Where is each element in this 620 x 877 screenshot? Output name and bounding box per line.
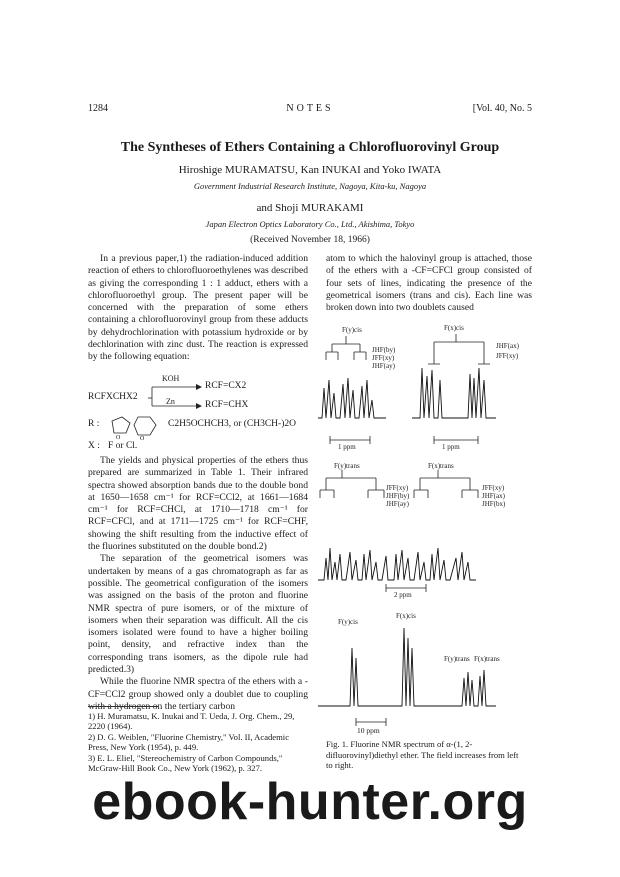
label-fx-trans-2: F(x)trans [474, 655, 500, 663]
label-fx-cis-2: F(x)cis [396, 612, 416, 620]
label-jff-xy-3: JFF(xy) [386, 484, 409, 492]
paragraph-2: The yields and physical properties of the ethers thus prepared are summarized in Table 1. Their infrared spectra showed absorption bands due to the double bond at 1650—1658 cm⁻¹ for RCF=CCl2, at 1661—1684 cm⁻¹ for RCF=CHCl, at 1710—1718 cm⁻¹ for RCF=CFCl, and at 1711—1725 cm⁻¹ for RCF=CHF, showing the shift resulting from the inductive effect of the fluorines substituted on the double bond.2) [88, 455, 308, 553]
svg-text:O: O [116, 435, 121, 441]
reference-1: 1) H. Muramatsu, K. Inukai and T. Ueda, J. Org. Chem., 29, 2220 (1964). [88, 711, 295, 732]
label-jhf-ay-2: JHF(ay) [386, 500, 409, 508]
reference-3: 3) E. L. Eliel, "Stereochemistry of Carbon Compounds," McGraw-Hill Book Co., New York (1962), p. 327. [88, 752, 283, 774]
x-text: F or Cl. [108, 441, 138, 451]
figure-caption: Fig. 1. Fluorine NMR spectrum of α-(1, 2-difluorovinyl)diethyl ether. The field increases from left to right. [326, 739, 519, 771]
label-jhf-bx: JHF(bx) [482, 500, 506, 508]
r-text: C2H5OCHCH3, or (CH3CH-)2O [168, 419, 296, 429]
x-label: X : [88, 441, 100, 451]
right-column [326, 253, 532, 314]
label-fy-cis: F(y)cis [342, 326, 362, 334]
label-jhf-by: JHF(by) [372, 346, 396, 354]
left-column-2 [88, 455, 308, 713]
received-date: (Received November 18, 1966) [250, 235, 370, 245]
label-jhf-by-2: JHF(by) [386, 492, 410, 500]
eq-product-1: RCF=CX2 [205, 381, 247, 391]
label-jff-xy-2: JFF(xy) [496, 352, 519, 360]
paper-title: The Syntheses of Ethers Containing a Chlorofluorovinyl Group [120, 140, 500, 155]
right-paragraph-1: atom to which the halovinyl group is attached, those of the ethers with a -CF=CFCl group consisted of four sets of lines, indicating the presence of the geometrical isomers (trans and cis). Each line was broken down into two doublets caused [326, 253, 532, 314]
label-jhf-ay: JHF(ay) [372, 362, 395, 370]
author-list: Hiroshige MURAMATSU, Kan INUKAI and Yoko IWATA [178, 164, 442, 176]
nmr-figure [316, 318, 540, 728]
affiliation-1: Government Industrial Research Institute, Nagoya, Kita-ku, Nagoya [193, 181, 427, 191]
paragraph-1: In a previous paper,1) the radiation-induced addition reaction of ethers to chlorofluoroethylenes was described as giving the corresponding 1 : 1 adduct, ethers with a chlorofluoroethyl group. The present paper will be concerned with the preparation of some ethers containing a chlorofluorovinyl group from these adducts by dehydrochlorination with potassium hydroxide or by dechlorination with zinc dust. The reaction is expressed by the following equation: [88, 253, 308, 363]
affiliation-2: Japan Electron Optics Laboratory Co., Ltd., Akishima, Tokyo [205, 219, 415, 229]
r-label: R : [88, 419, 100, 429]
label-jff-xy-4: JFF(xy) [482, 484, 505, 492]
scale-3: 10 ppm [357, 726, 380, 735]
label-fx-cis: F(x)cis [444, 324, 464, 332]
dioxane-structures [108, 413, 164, 443]
author-list-2: and Shoji MURAKAMI [256, 202, 364, 214]
scale-1b: 1 ppm [442, 443, 460, 451]
eq-product-2: RCF=CHX [205, 400, 249, 410]
label-fx-trans: F(x)trans [428, 462, 454, 470]
scale-1a: 1 ppm [338, 443, 356, 451]
scale-2: 2 ppm [394, 591, 412, 599]
reference-list [88, 711, 310, 773]
label-fy-trans: F(y)trans [334, 462, 360, 470]
label-jhf-ax-2: JHF(ax) [482, 492, 505, 500]
paragraph-3: The separation of the geometrical isomers was undertaken by means of a gas chromatograph as far as possible. The geometrical configuration of the isomers was assigned on the basis of the proton and fluorine NMR spectra of pure isomers, or of the mixture of isomers when their separation was difficult. All the cis isomers isolated were found to have a higher boiling point, density, and refractive index than the corresponding trans isomers, as the dipole rule had predicted.3) [88, 553, 308, 676]
eq-reactant: RCFXCHX2 [88, 392, 138, 402]
footnote-rule [88, 706, 158, 707]
svg-text:O: O [140, 436, 145, 442]
label-jff-xy: JFF(xy) [372, 354, 395, 362]
substituent-list [88, 413, 318, 453]
paragraph-4: While the fluorine NMR spectra of the ethers with a -CF=CCl2 group showed only a doublet due to coupling with a hydrogen on the tertiary carbon [88, 676, 308, 712]
volume-info: [Vol. 40, No. 5 [472, 103, 532, 114]
eq-zn: Zn [166, 397, 175, 406]
label-fy-cis-2: F(y)cis [338, 618, 358, 626]
left-column [88, 253, 308, 364]
reference-2: 2) D. G. Weiblen, "Fluorine Chemistry," Vol. II, Academic Press, New York (1954), p. 449. [88, 731, 290, 753]
label-fy-trans-2: F(y)trans [444, 655, 470, 663]
label-jhf-ax: JHF(ax) [496, 342, 519, 350]
watermark: ebook-hunter.org [92, 773, 528, 831]
page-number: 1284 [88, 103, 108, 114]
eq-koh: KOH [162, 374, 180, 383]
running-head: NOTES [286, 103, 334, 114]
